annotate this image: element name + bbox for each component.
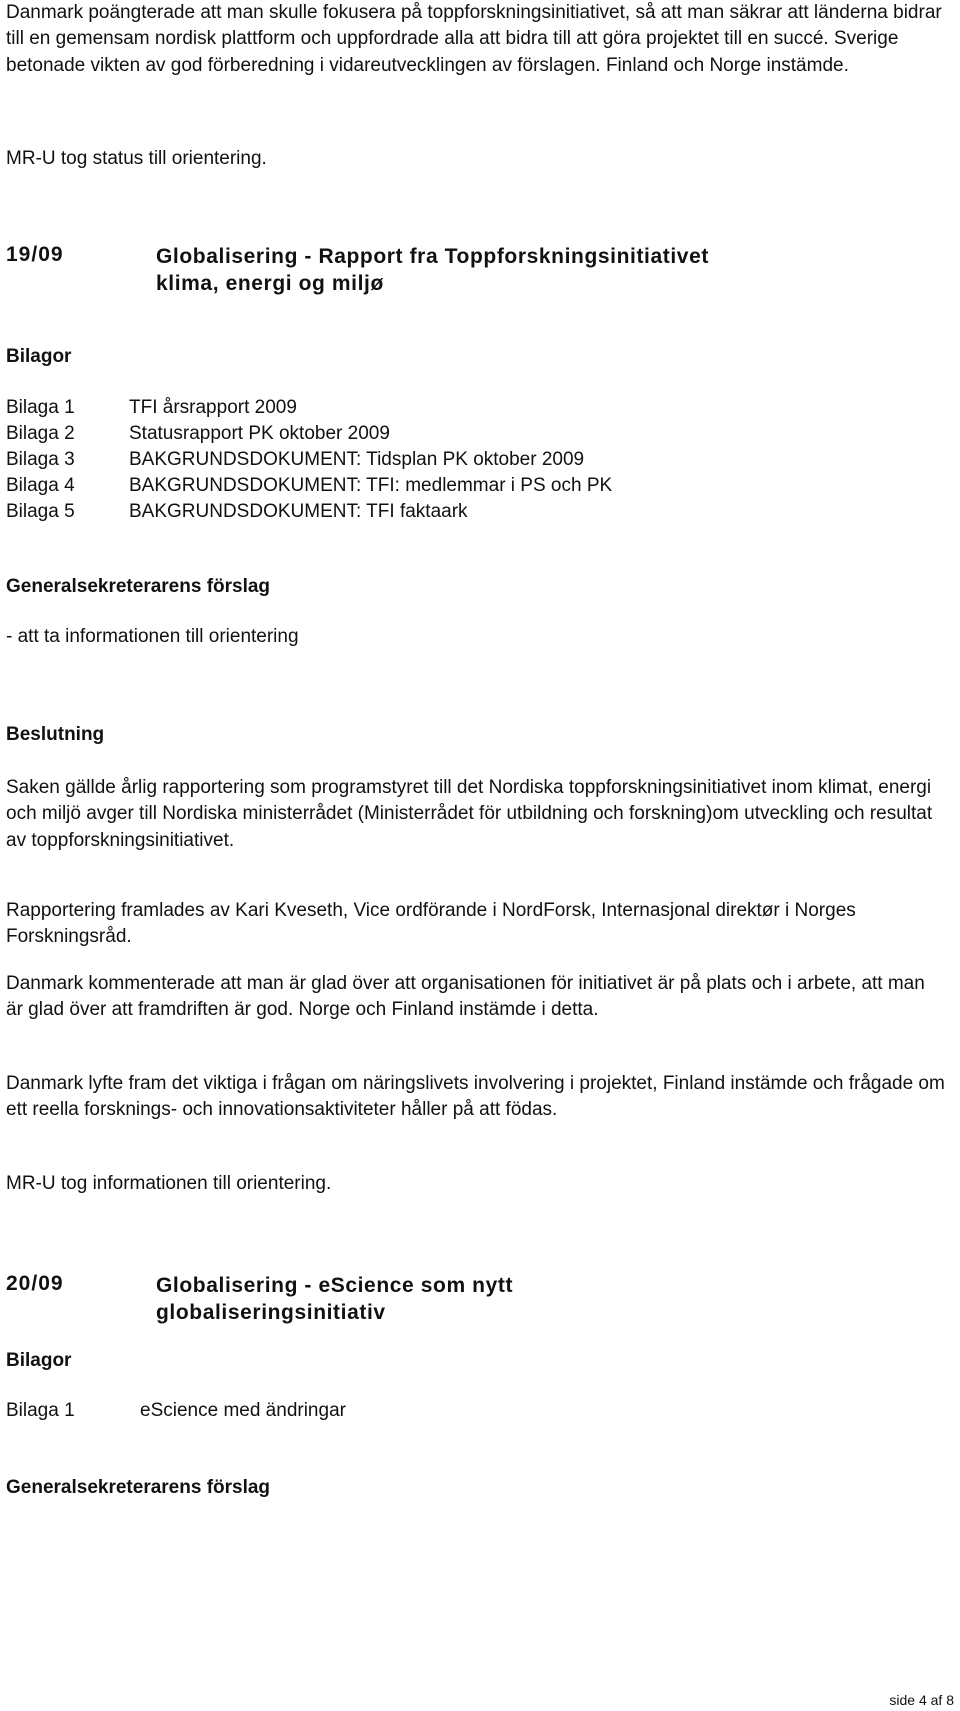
attachment-label: Bilaga 1	[6, 397, 75, 418]
gs-proposal-text: - att ta informationen till orientering	[6, 626, 299, 647]
attachment-text: Statusrapport PK oktober 2009	[129, 423, 390, 444]
intro-status-note: MR-U tog status till orientering.	[6, 148, 267, 169]
gs-proposal-heading: Generalsekreterarens förslag	[6, 576, 271, 597]
attachment-label: Bilaga 1	[6, 1400, 75, 1421]
agenda-item-number: 19/09	[6, 243, 64, 266]
attachment-label: Bilaga 3	[6, 449, 75, 470]
bilagor-heading: Bilagor	[6, 1350, 72, 1371]
attachment-text: TFI årsrapport 2009	[129, 397, 297, 418]
gs-proposal-heading: Generalsekreterarens förslag	[6, 1477, 271, 1498]
attachment-text: BAKGRUNDSDOKUMENT: TFI: medlemmar i PS och PK	[129, 475, 613, 496]
beslutning-paragraph: Danmark kommenterade att man är glad över att organisationen för initiativet är på plats och i arbete, att man är glad över att framdriften är god. Norge och Finland instämde i detta.	[6, 973, 925, 1021]
attachment-label: Bilaga 2	[6, 423, 75, 444]
attachment-label: Bilaga 5	[6, 501, 75, 522]
beslutning-paragraph: Danmark lyfte fram det viktiga i frågan om näringslivets involvering i projektet, Finland instämde och frågade om ett reella forsknings- och innovationsaktiviteter håller på att födas.	[6, 1073, 945, 1121]
agenda-item-title: Globalisering - eScience som nytt globaliseringsinitiativ	[156, 1274, 514, 1324]
attachment-text: BAKGRUNDSDOKUMENT: TFI faktaark	[129, 501, 468, 522]
beslutning-paragraph: MR-U tog informationen till orientering.	[6, 1173, 332, 1194]
page-number: side 4 af 8	[889, 1692, 954, 1708]
beslutning-paragraph: Saken gällde årlig rapportering som programstyret till det Nordiska toppforskningsinitiativet inom klimat, energi och miljö avger till Nordiska ministerrådet (Ministerrådet för utbildning och forskning)om utveckling och resultat av toppforskningsinitiativet.	[6, 777, 933, 851]
attachment-text: eScience med ändringar	[140, 1400, 346, 1421]
intro-paragraph: Danmark poängterade att man skulle fokusera på toppforskningsinitiativet, så att man säkrar att länderna bidrar till en gemensam nordisk plattform och uppfordrade alla att bidra till att göra projektet till en succé. Sverige betonade vikten av god förberedning i vidareutvecklingen av förslagen. Finland och Norge instämde.	[6, 2, 942, 76]
agenda-item-title: Globalisering - Rapport fra Toppforskningsinitiativet klima, energi og miljø	[156, 245, 709, 295]
bilagor-heading: Bilagor	[6, 346, 72, 367]
attachment-label: Bilaga 4	[6, 475, 75, 496]
attachment-text: BAKGRUNDSDOKUMENT: Tidsplan PK oktober 2009	[129, 449, 585, 470]
agenda-item-number: 20/09	[6, 1272, 64, 1295]
beslutning-paragraph: Rapportering framlades av Kari Kveseth, Vice ordförande i NordForsk, Internasjonal direktør i Norges Forskningsråd.	[6, 900, 856, 948]
beslutning-heading: Beslutning	[6, 724, 105, 745]
